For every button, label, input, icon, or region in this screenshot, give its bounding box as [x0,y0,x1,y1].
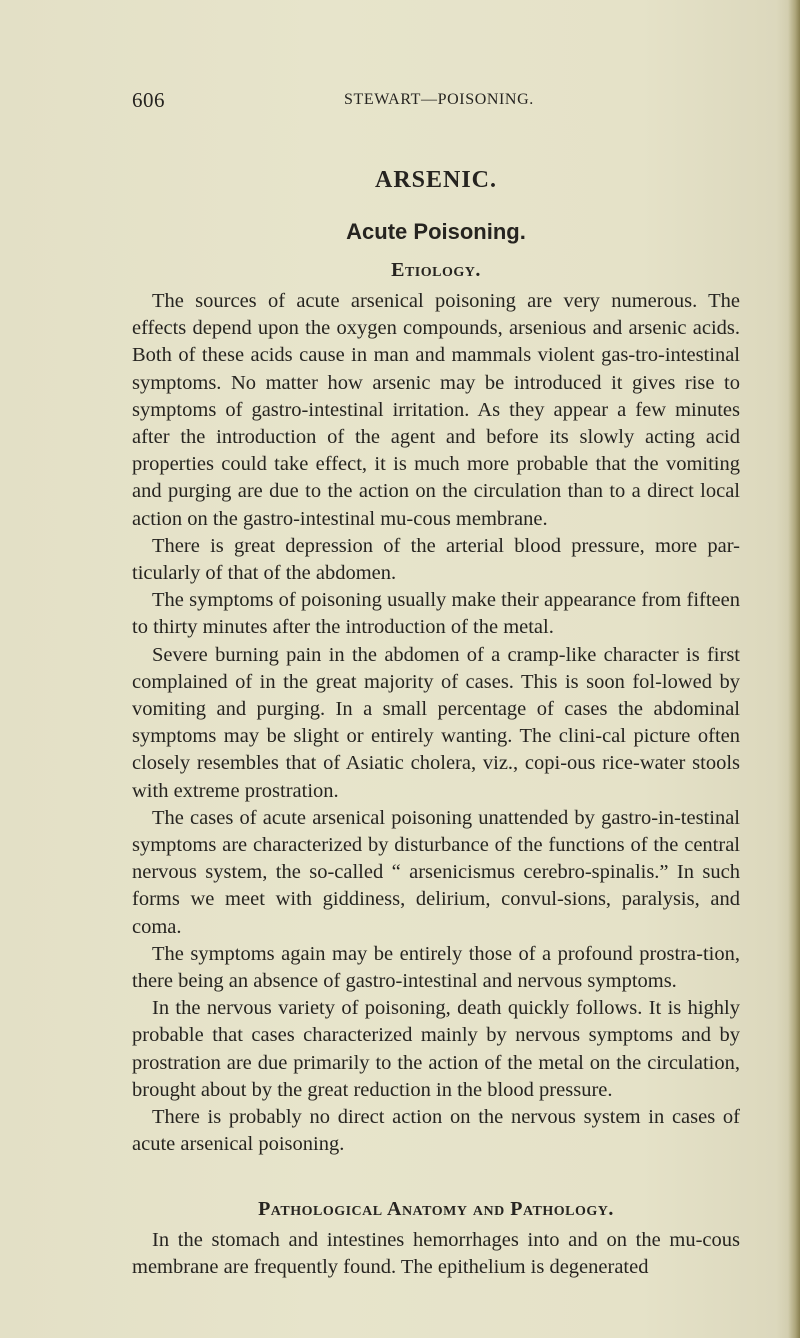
page-number: 606 [132,88,165,112]
etiology-paragraph: There is great depression of the arterial blood pressure, more par-ticularly of that of the abdomen. [132,534,740,585]
page-edge-shadow [788,0,800,1338]
chapter-title: ARSENIC. [374,167,498,193]
section-title: Acute Poisoning. [346,219,526,244]
running-title: STEWART—POISONING. [344,91,534,108]
page-content [132,132,740,1281]
etiology-heading: Etiology. [391,259,481,281]
etiology-paragraph: The symptoms again may be entirely those of a profound prostra-tion, there being an absence of gastro-intestinal and nervous symptoms. [132,942,740,993]
etiology-paragraph: There is probably no direct action on the nervous system in cases of acute arsenical poisoning. [132,1106,740,1156]
pathology-paragraph: In the stomach and intestines hemorrhages into and on the mu-cous membrane are frequently found. The epithelium is degenerated [132,1228,740,1278]
etiology-paragraph: In the nervous variety of poisoning, death quickly follows. It is highly probable that cases characterized mainly by nervous symptoms and by prostration are due primarily to the action of the metal on the circulation, brought about by the great reduction in the blood pressure. [132,997,740,1101]
pathology-heading: Pathological Anatomy and Pathology. [258,1197,614,1220]
etiology-paragraph: The sources of acute arsenical poisoning are very numerous. The effects depend upon the oxygen compounds, arsenious and arsenic acids. Both of these acids cause in man and mammals violent gas-tro-intestinal symptoms. No matter how arsenic may be introduced it gives rise to symptoms of gastro-intestinal irritation. As they appear a few minutes after the introduction of the agent and before its slowly acting acid properties could take effect, it is much more probable that the vomiting and purging are due to the action on the circulation than to a direct local action on the gastro-intestinal mu-cous membrane. [132,290,740,530]
etiology-paragraph: The cases of acute arsenical poisoning unattended by gastro-in-testinal symptoms are characterized by disturbance of the functions of the central nervous system, the so-called “ arsenicismus cerebro-spinalis.” In such forms we meet with giddiness, delirium, convul-sions, paralysis, and coma. [132,806,740,938]
etiology-paragraph: The symptoms of poisoning usually make their appearance from fifteen to thirty minutes after the introduction of the metal. [132,589,740,639]
running-head [132,88,740,114]
etiology-paragraph: Severe burning pain in the abdomen of a cramp-like character is first complained of in the great majority of cases. This is soon fol-lowed by vomiting and purging. In a small percentage of cases the abdominal symptoms may be slight or entirely wanting. The clini-cal picture often closely resembles that of Asiatic cholera, viz., copi-ous rice-water stools with extreme prostration. [132,643,740,802]
